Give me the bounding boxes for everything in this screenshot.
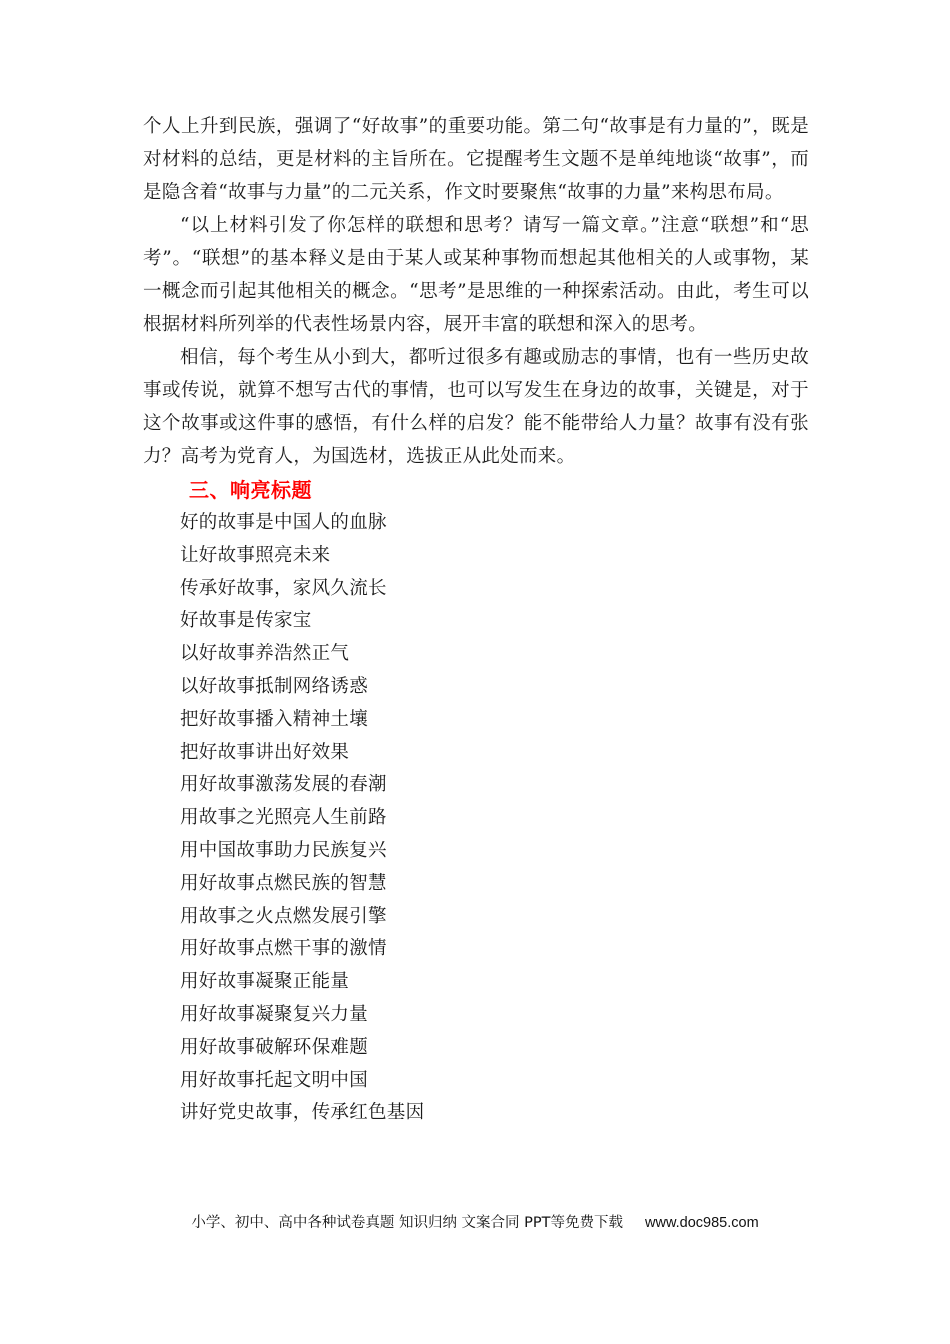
document-body — [143, 110, 809, 1130]
list-item: 用中国故事助力民族复兴 — [180, 839, 387, 861]
list-item: 以好故事抵制网络诱惑 — [180, 675, 369, 697]
list-item: 好故事是传家宝 — [180, 610, 312, 632]
paragraph-believe: 相信，每个考生从小到大，都听过很多有趣或励志的事情，也有一些历史故事或传说，就算不想写古代的事情，也可以写发生在身边的故事，关键是，对于这个故事或这件事的感悟，有什么样的启发？能不能带给人力量？故事有没有张力？高考为党育人，为国选材，选拔正从此处而来。 — [143, 347, 809, 467]
list-item: 用好故事点燃干事的激情 — [180, 938, 387, 960]
footer-text: 小学、初中、高中各种试卷真题 知识归纳 文案合同 PPT等免费下载 — [191, 1215, 624, 1231]
page-footer — [0, 1211, 950, 1232]
list-item: 好的故事是中国人的血脉 — [180, 512, 387, 533]
list-item: 让好故事照亮未来 — [180, 544, 331, 566]
list-item: 传承好故事，家风久流长 — [180, 577, 387, 599]
list-item: 用好故事破解环保难题 — [180, 1036, 369, 1058]
paragraph-association-thinking: “以上材料引发了你怎样的联想和思考？请写一篇文章。”注意“联想”和“思考”。“联想”的基本释义是由于某人或某种事物而想起其他相关的人或事物，某一概念而引起其他相关的概念。“思考”是思维的一种探索活动。由此，考生可以根据材料所列举的代表性场景内容，展开丰富的联想和深入的思考。 — [143, 215, 809, 335]
list-item: 用好故事激荡发展的春潮 — [180, 774, 387, 796]
list-item: 把好故事讲出好效果 — [180, 741, 350, 763]
section-heading-titles: 三、响亮标题 — [189, 478, 312, 502]
paragraph-continuation: 个人上升到民族，强调了“好故事”的重要功能。第二句“故事是有力量的”，既是对材料的总结，更是材料的主旨所在。它提醒考生文题不是单纯地谈“故事”，而是隐含着“故事与力量”的二元关系，作文时要聚焦“故事的力量”来构思布局。 — [143, 116, 809, 203]
list-item: 用故事之光照亮人生前路 — [180, 807, 387, 829]
list-item: 用好故事托起文明中国 — [180, 1069, 369, 1091]
list-item: 把好故事播入精神土壤 — [180, 708, 369, 730]
footer-site-link[interactable]: www.doc985.com — [645, 1215, 759, 1231]
list-item: 用故事之火点燃发展引擎 — [180, 905, 387, 927]
list-item: 用好故事点燃民族的智慧 — [180, 872, 387, 894]
list-item: 讲好党史故事，传承红色基因 — [180, 1102, 425, 1124]
list-item: 用好故事凝聚正能量 — [180, 971, 350, 993]
title-list — [143, 507, 809, 1130]
list-item: 用好故事凝聚复兴力量 — [180, 1003, 369, 1025]
list-item: 以好故事养浩然正气 — [180, 643, 350, 665]
